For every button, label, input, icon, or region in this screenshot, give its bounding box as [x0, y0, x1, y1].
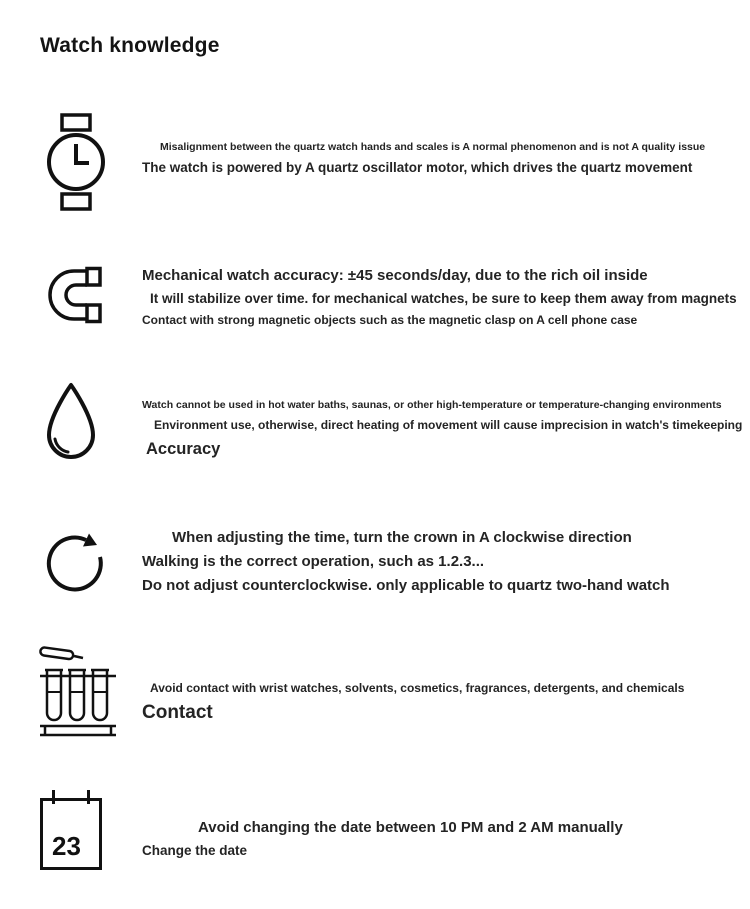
section-magnetism — [40, 258, 738, 331]
clockwise-arrow-icon — [40, 524, 142, 598]
calendar-icon — [40, 790, 102, 870]
info-line: Change the date — [142, 843, 248, 858]
info-line: When adjusting the time, turn the crown in A clockwise direction — [172, 529, 632, 546]
icon-column — [40, 522, 142, 598]
water-drop-icon — [40, 382, 142, 464]
text-column — [142, 258, 738, 331]
icon-column — [40, 642, 142, 737]
watch-icon — [40, 112, 142, 212]
section-time-adjustment — [40, 522, 738, 598]
section-chemicals — [40, 642, 738, 737]
text-column — [142, 642, 738, 737]
text-column — [142, 522, 738, 598]
icon-column — [40, 112, 142, 212]
info-line: Mechanical watch accuracy: ±45 seconds/day, due to the rich oil inside — [142, 267, 648, 284]
info-line: Watch cannot be used in hot water baths, saunas, or other high-temperature or temperature-changing environments — [142, 399, 722, 411]
icon-column — [40, 258, 142, 331]
text-column — [142, 788, 738, 870]
info-line: Contact — [142, 702, 213, 723]
calendar-body — [40, 798, 102, 870]
info-line: Contact with strong magnetic objects such as the magnetic clasp on A cell phone case — [142, 313, 638, 327]
section-quartz-movement — [40, 112, 738, 212]
icon-column — [40, 382, 142, 464]
info-line: It will stabilize over time. for mechanical watches, be sure to keep them away from magnets — [150, 291, 737, 306]
magnet-icon — [40, 266, 142, 324]
info-line: Walking is the correct operation, such as 1.2.3... — [142, 553, 485, 570]
page-title: Watch knowledge — [40, 34, 220, 57]
info-line: Avoid changing the date between 10 PM and 2 AM manually — [198, 819, 623, 836]
info-line: Avoid contact with wrist watches, solvents, cosmetics, fragrances, detergents, and chemicals — [150, 681, 685, 695]
info-line: Accuracy — [146, 440, 221, 458]
text-column — [142, 382, 742, 464]
icon-column — [40, 788, 142, 870]
info-line: Environment use, otherwise, direct heating of movement will cause imprecision in watch's timekeeping — [154, 418, 743, 432]
info-line: Misalignment between the quartz watch hands and scales is A normal phenomenon and is not A quality issue — [160, 141, 706, 153]
section-date-change — [40, 788, 738, 870]
section-temperature — [40, 382, 743, 464]
info-line: Do not adjust counterclockwise. only applicable to quartz two-hand watch — [142, 577, 670, 594]
calendar-day: 23 — [52, 831, 81, 861]
text-column — [142, 112, 738, 212]
info-line: The watch is powered by A quartz oscillator motor, which drives the quartz movement — [142, 160, 693, 175]
test-tubes-icon — [40, 642, 142, 737]
